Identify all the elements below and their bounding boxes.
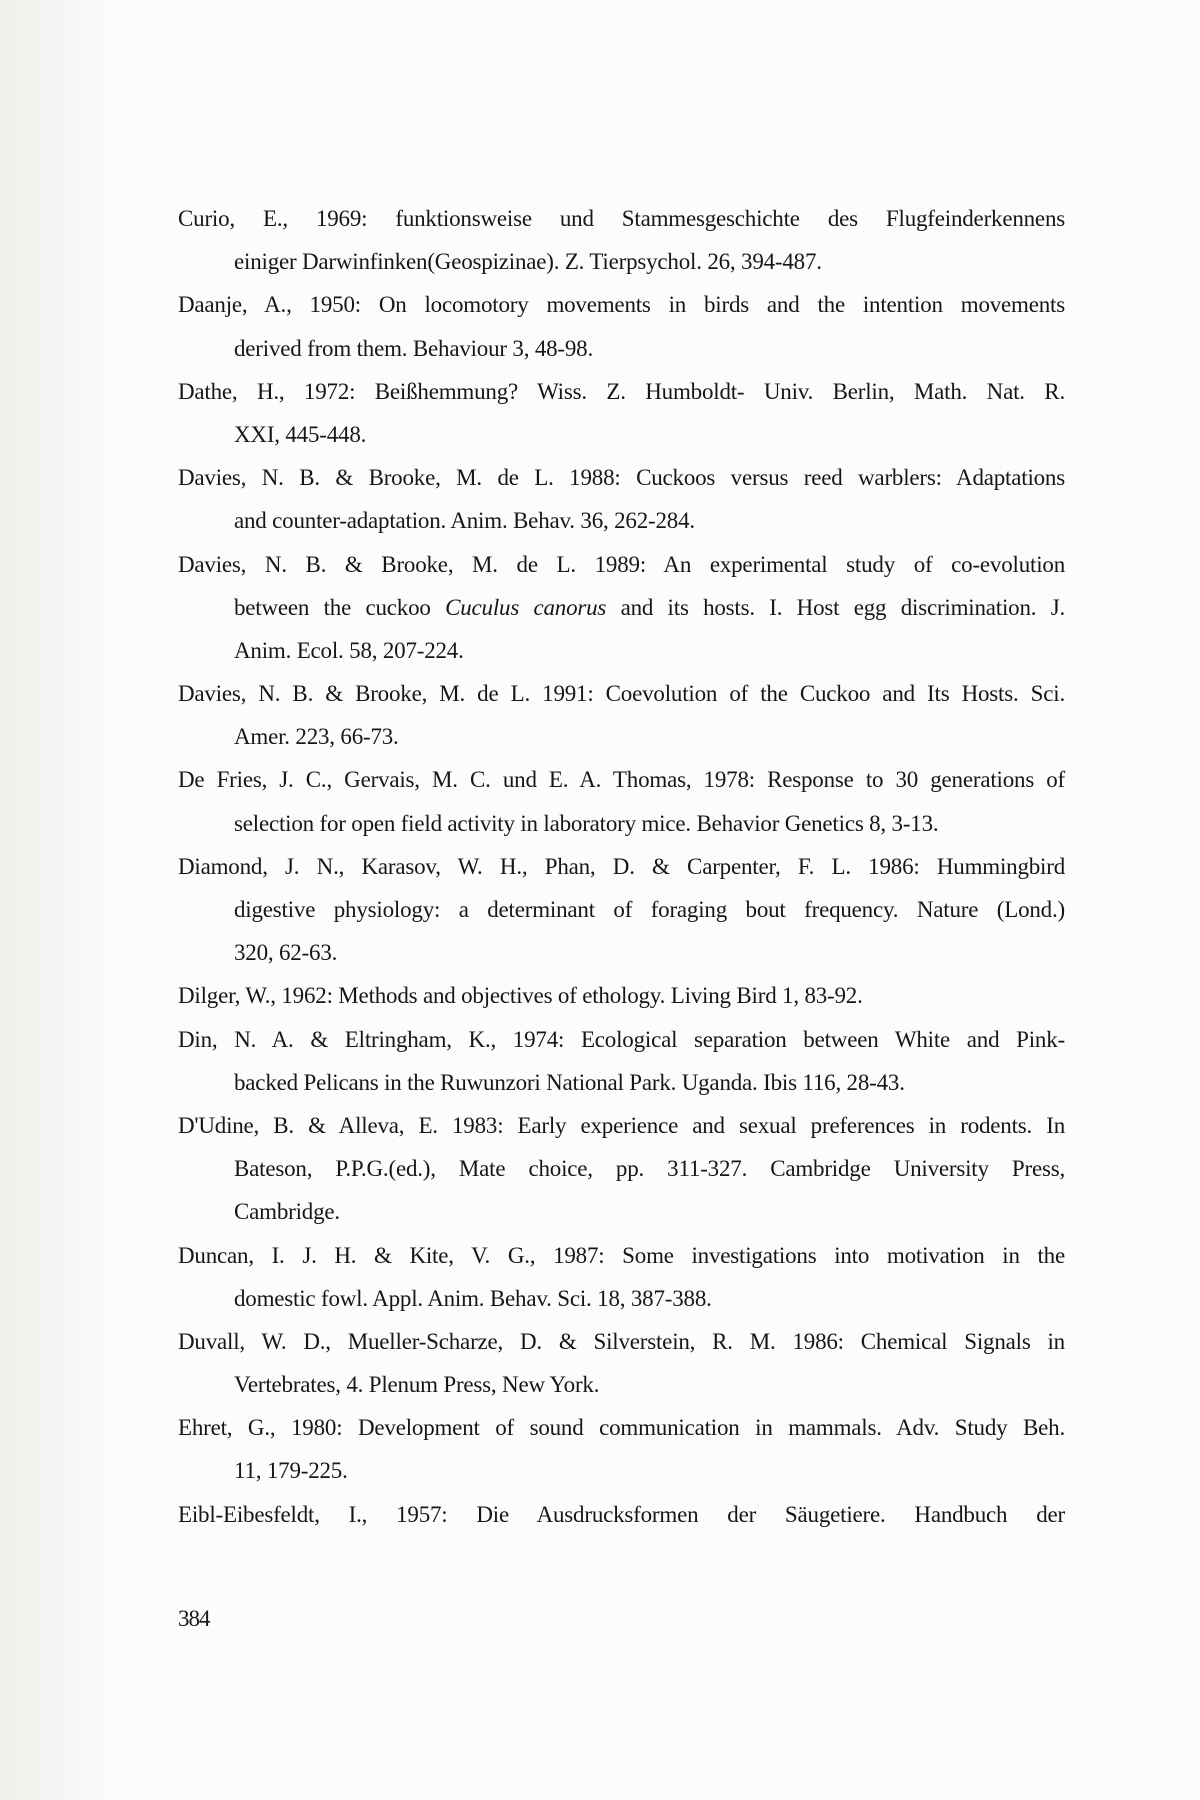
reference-continuation-line: backed Pelicans in the Ruwunzori National Park. Uganda. Ibis 116, 28-43. [234, 1069, 905, 1095]
reference-continuation-line: digestive physiology: a determinant of foraging bout frequency. Nature (Lond.) [234, 897, 1065, 922]
reference-first-line: Daanje, A., 1950: On locomotory movements in birds and the intention movements [178, 292, 1065, 318]
reference-entry [178, 1406, 1065, 1492]
reference-continuation-line: selection for open field activity in laboratory mice. Behavior Genetics 8, 3-13. [234, 810, 939, 836]
reference-first-line: Duncan, I. J. H. & Kite, V. G., 1987: Some investigations into motivation in the [178, 1242, 1065, 1268]
reference-continuation-line [234, 586, 1065, 629]
reference-continuation-line: Vertebrates, 4. Plenum Press, New York. [234, 1372, 600, 1398]
reference-first-line: Davies, N. B. & Brooke, M. de L. 1989: An experimental study of co-evolution [178, 551, 1065, 577]
reference-continuation-line: 11, 179-225. [234, 1458, 348, 1484]
reference-entry [178, 1018, 1065, 1104]
reference-entry [178, 456, 1065, 542]
reference-text: and its hosts. I. Host egg discrimination. J. [606, 594, 1066, 620]
reference-continuation-line: Anim. Ecol. 58, 207-224. [234, 637, 464, 663]
reference-entry [178, 845, 1065, 975]
reference-entry [178, 672, 1065, 758]
reference-entry [178, 283, 1065, 369]
reference-first-line: Davies, N. B. & Brooke, M. de L. 1988: Cuckoos versus reed warblers: Adaptations [178, 465, 1065, 491]
reference-first-line: D'Udine, B. & Alleva, E. 1983: Early experience and sexual preferences in rodents. In [178, 1112, 1065, 1138]
page-number: 384 [178, 1606, 210, 1631]
reference-entry [178, 1320, 1065, 1406]
reference-continuation-line: and counter-adaptation. Anim. Behav. 36, 262-284. [234, 508, 695, 534]
reference-entry [178, 974, 1065, 1017]
reference-first-line: Davies, N. B. & Brooke, M. de L. 1991: Coevolution of the Cuckoo and Its Hosts. Sci. [178, 681, 1065, 707]
scan-shadow [0, 0, 120, 1800]
reference-entry [178, 1104, 1065, 1234]
reference-first-line: Eibl-Eibesfeldt, I., 1957: Die Ausdrucksformen der Säugetiere. Handbuch der [178, 1501, 1065, 1527]
reference-first-line: Diamond, J. N., Karasov, W. H., Phan, D. & Carpenter, F. L. 1986: Hummingbird [178, 853, 1065, 879]
species-name: Cuculus canorus [445, 594, 607, 620]
reference-continuation-line: Cambridge. [234, 1199, 340, 1225]
reference-continuation-line: Bateson, P.P.G.(ed.), Mate choice, pp. 311-327. Cambridge University Press, [234, 1156, 1065, 1182]
reference-first-line: Din, N. A. & Eltringham, K., 1974: Ecological separation between White and Pink- [178, 1026, 1065, 1052]
reference-entry [178, 197, 1065, 283]
reference-continuation-line: domestic fowl. Appl. Anim. Behav. Sci. 18, 387-388. [234, 1285, 712, 1311]
reference-first-line: Curio, E., 1969: funktionsweise und Stammesgeschichte des Flugfeinderkennens [178, 206, 1065, 231]
reference-continuation-line: derived from them. Behaviour 3, 48-98. [234, 335, 594, 361]
reference-continuation-line: einiger Darwinfinken(Geospizinae). Z. Tierpsychol. 26, 394-487. [234, 249, 822, 275]
reference-first-line: Ehret, G., 1980: Development of sound communication in mammals. Adv. Study Beh. [178, 1415, 1065, 1441]
reference-text: between the cuckoo [234, 594, 446, 620]
reference-entry [178, 1493, 1065, 1536]
reference-continuation-line: XXI, 445-448. [234, 421, 367, 447]
reference-entry [178, 1234, 1065, 1320]
reference-first-line: Dathe, H., 1972: Beißhemmung? Wiss. Z. Humboldt- Univ. Berlin, Math. Nat. R. [178, 378, 1065, 404]
reference-first-line: Dilger, W., 1962: Methods and objectives of ethology. Living Bird 1, 83-92. [178, 983, 863, 1009]
reference-entry [178, 543, 1065, 673]
reference-continuation-line: 320, 62-63. [234, 940, 338, 966]
reference-entry [178, 370, 1065, 456]
reference-entry [178, 758, 1065, 844]
reference-continuation-line: Amer. 223, 66-73. [234, 724, 399, 750]
reference-list [178, 197, 1065, 1536]
reference-first-line: Duvall, W. D., Mueller-Scharze, D. & Silverstein, R. M. 1986: Chemical Signals in [178, 1328, 1065, 1354]
reference-first-line: De Fries, J. C., Gervais, M. C. und E. A. Thomas, 1978: Response to 30 generations of [178, 767, 1065, 793]
